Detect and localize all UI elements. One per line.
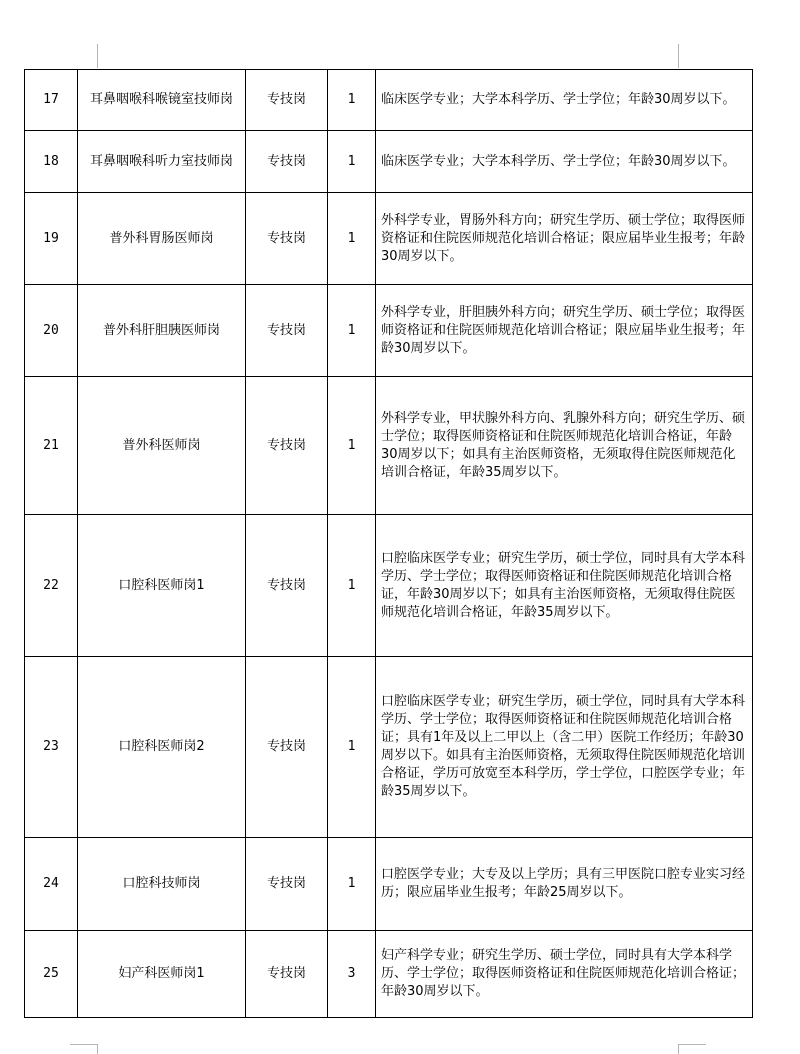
row-number: 18 — [25, 131, 78, 193]
crop-mark — [97, 1044, 98, 1054]
hire-count: 1 — [328, 657, 376, 838]
hire-count: 1 — [328, 285, 376, 377]
recruitment-table — [24, 69, 753, 1018]
table-row — [25, 193, 753, 285]
position-name: 普外科医师岗 — [78, 377, 246, 515]
position-name: 普外科胃肠医师岗 — [78, 193, 246, 285]
position-name: 口腔科技师岗 — [78, 838, 246, 931]
position-type: 专技岗 — [246, 193, 328, 285]
table-row — [25, 657, 753, 838]
position-name: 口腔科医师岗1 — [78, 515, 246, 657]
position-type: 专技岗 — [246, 285, 328, 377]
requirements: 妇产科学专业；研究生学历、硕士学位，同时具有大学本科学历、学士学位；取得医师资格证和住院医师规范化培训合格证；年龄30周岁以下。 — [376, 931, 753, 1018]
position-name: 耳鼻咽喉科听力室技师岗 — [78, 131, 246, 193]
hire-count: 1 — [328, 131, 376, 193]
hire-count: 1 — [328, 70, 376, 131]
row-number: 19 — [25, 193, 78, 285]
requirements: 口腔医学专业；大专及以上学历；具有三甲医院口腔专业实习经历；限应届毕业生报考；年龄25周岁以下。 — [376, 838, 753, 931]
position-name: 口腔科医师岗2 — [78, 657, 246, 838]
row-number: 22 — [25, 515, 78, 657]
row-number: 24 — [25, 838, 78, 931]
row-number: 21 — [25, 377, 78, 515]
hire-count: 3 — [328, 931, 376, 1018]
position-type: 专技岗 — [246, 657, 328, 838]
crop-mark — [70, 1044, 98, 1045]
requirements: 口腔临床医学专业；研究生学历，硕士学位，同时具有大学本科学历、学士学位；取得医师资格证和住院医师规范化培训合格证；具有1年及以上二甲以上（含二甲）医院工作经历；年龄30周岁以下。如具有主治医师资格，无须取得住院医师规范化培训合格证，学历可放宽至本科学历，学士学位，口腔医学专业；年龄35周岁以下。 — [376, 657, 753, 838]
row-number: 25 — [25, 931, 78, 1018]
position-type: 专技岗 — [246, 838, 328, 931]
position-name: 普外科肝胆胰医师岗 — [78, 285, 246, 377]
position-type: 专技岗 — [246, 131, 328, 193]
requirements: 临床医学专业；大学本科学历、学士学位；年龄30周岁以下。 — [376, 70, 753, 131]
table-row — [25, 515, 753, 657]
table-row — [25, 377, 753, 515]
table-row — [25, 931, 753, 1018]
row-number: 20 — [25, 285, 78, 377]
requirements: 外科学专业，胃肠外科方向；研究生学历、硕士学位；取得医师资格证和住院医师规范化培训合格证；限应届毕业生报考；年龄30周岁以下。 — [376, 193, 753, 285]
requirements: 临床医学专业；大学本科学历、学士学位；年龄30周岁以下。 — [376, 131, 753, 193]
crop-mark — [678, 1044, 706, 1045]
position-type: 专技岗 — [246, 377, 328, 515]
table-row — [25, 70, 753, 131]
table-row — [25, 131, 753, 193]
crop-mark — [97, 44, 98, 68]
position-type: 专技岗 — [246, 515, 328, 657]
position-type: 专技岗 — [246, 931, 328, 1018]
crop-mark — [678, 44, 679, 68]
hire-count: 1 — [328, 193, 376, 285]
hire-count: 1 — [328, 377, 376, 515]
row-number: 23 — [25, 657, 78, 838]
crop-mark — [678, 1044, 679, 1054]
table-row — [25, 838, 753, 931]
row-number: 17 — [25, 70, 78, 131]
requirements: 外科学专业，甲状腺外科方向、乳腺外科方向；研究生学历、硕士学位；取得医师资格证和住院医师规范化培训合格证，年龄30周岁以下；如具有主治医师资格，无须取得住院医师规范化培训合格证，年龄35周岁以下。 — [376, 377, 753, 515]
position-type: 专技岗 — [246, 70, 328, 131]
requirements: 口腔临床医学专业；研究生学历，硕士学位，同时具有大学本科学历、学士学位；取得医师资格证和住院医师规范化培训合格证，年龄30周岁以下；如具有主治医师资格，无须取得住院医师规范化培训合格证，年龄35周岁以下。 — [376, 515, 753, 657]
table-row — [25, 285, 753, 377]
position-name: 耳鼻咽喉科喉镜室技师岗 — [78, 70, 246, 131]
requirements: 外科学专业，肝胆胰外科方向；研究生学历、硕士学位；取得医师资格证和住院医师规范化培训合格证；限应届毕业生报考；年龄30周岁以下。 — [376, 285, 753, 377]
hire-count: 1 — [328, 515, 376, 657]
position-name: 妇产科医师岗1 — [78, 931, 246, 1018]
hire-count: 1 — [328, 838, 376, 931]
